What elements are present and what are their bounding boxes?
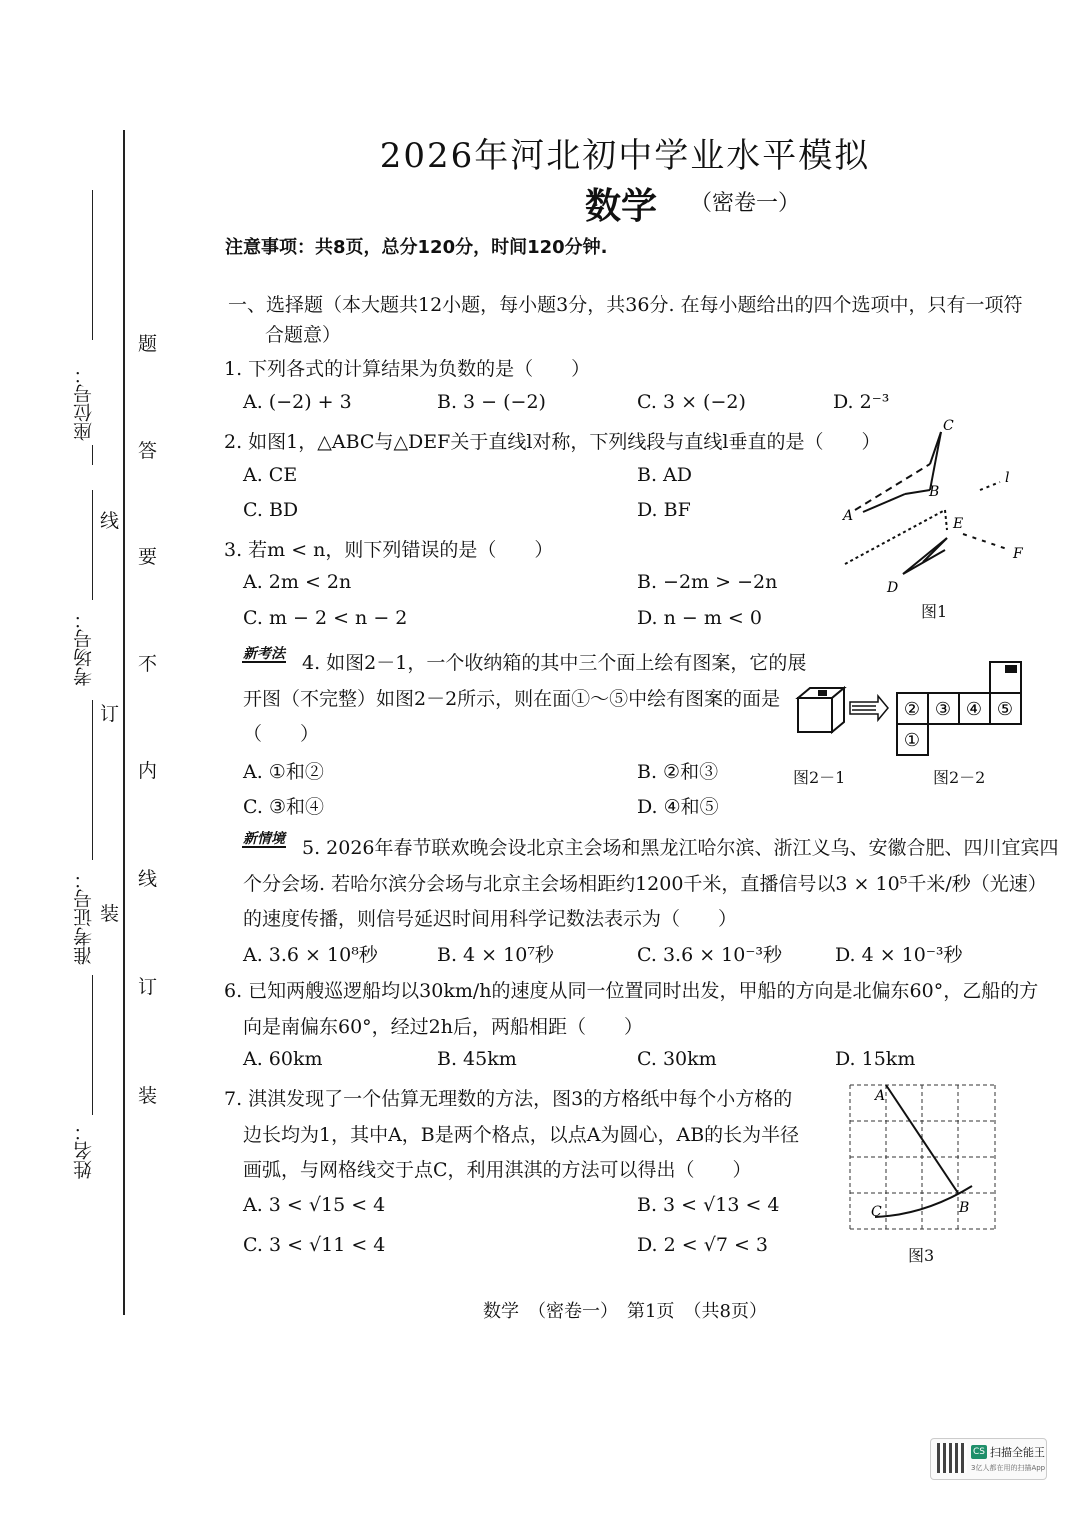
name-label: 姓名： [73,1122,95,1179]
q7-option-c: C. 3 < √11 < 4 [243,1234,386,1256]
fig1-label-b: B [929,484,940,500]
seam-inner-ding: 订 [138,976,158,998]
q4-option-b: B. ②和③ [637,761,719,783]
q4-option-d: D. ④和⑤ [637,796,719,818]
seat-blank-line [92,190,93,340]
q4-stem-line1: 4. 如图2－1，一个收纳箱的其中三个面上绘有图案，它的展 [302,652,807,674]
room-label: 考场号： [73,610,95,686]
fig1-label-d: D [887,580,899,596]
q2-stem: 2. 如图1，△ABC与△DEF关于直线l对称，下列线段与直线l垂直的是（ ） [224,431,881,453]
ticket-label: 准考证号： [73,870,95,965]
seam-inner-yao: 要 [138,546,158,568]
q7-stem-line2: 边长均为1，其中A，B是两个格点，以点A为圆心，AB的长为半径 [243,1124,800,1146]
q6-option-d: D. 15km [835,1048,916,1070]
figure-2-1-box [790,680,900,760]
fig3-label-a: A [875,1088,886,1104]
net-pattern [1005,665,1017,673]
q2-option-b: B. AD [637,464,692,486]
binding-line [123,130,125,1315]
paper-label: （密卷一） [690,191,801,216]
q5-option-b: B. 4 × 10⁷秒 [437,944,554,966]
q5-stem [224,833,1059,860]
q7-option-d: D. 2 < √7 < 3 [637,1234,769,1256]
fig1-label-c: C [943,418,954,434]
name-blank-line [92,975,93,1115]
figure-2-1-caption: 图2－1 [793,768,846,787]
q5-new-context-tag: 新情境 [243,831,285,847]
q5-option-d: D. 4 × 10⁻³秒 [835,944,963,966]
seam-outer-xian: 线 [100,510,120,532]
q2-option-d: D. BF [637,499,691,521]
q6-option-c: C. 30km [637,1048,717,1070]
subject-title: 数学 [585,186,658,227]
face-4: ④ [965,699,983,720]
q2-option-a: A. CE [243,464,298,486]
section-heading-cont: 合题意） [265,324,342,346]
fig1-label-l: l [1005,470,1010,486]
q3-option-d: D. n − m < 0 [637,607,762,629]
q5-stem-line3: 的速度传播，则信号延迟时间用科学记数法表示为（ ） [243,908,738,930]
figure-3-caption: 图3 [908,1246,935,1265]
seam-inner-zhuang: 装 [138,1085,158,1107]
q3-option-b: B. −2m > −2n [637,571,778,593]
q4-option-c: C. ③和④ [243,796,324,818]
fig3-label-b: B [959,1200,970,1216]
exam-title: 2026年河北初中学业水平模拟 [379,136,871,176]
q3-stem: 3. 若m < n，则下列错误的是（ ） [224,539,554,561]
q6-option-b: B. 45km [437,1048,517,1070]
q1-option-a: A. (−2) + 3 [243,391,352,413]
scanner-app-name: 扫描全能王 [990,1446,1045,1459]
seam-inner-nei: 内 [138,760,158,782]
room-blank-line [92,490,93,600]
seam-outer-ding: 订 [100,703,120,725]
q5-stem-line2: 个分会场. 若哈尔滨分会场与北京主会场相距约1200千米，直播信号以3 × 10⁵千米/秒（光速） [243,873,1047,895]
q7-option-a: A. 3 < √15 < 4 [243,1194,386,1216]
seat-label: 座位号： [73,365,95,441]
q3-option-c: C. m − 2 < n − 2 [243,607,408,629]
q5-option-c: C. 3.6 × 10⁻³秒 [637,944,782,966]
seam-inner-da: 答 [138,440,158,462]
q7-stem-line3: 画弧，与网格线交于点C，利用淇淇的方法可以得出（ ） [243,1159,752,1181]
q3-option-a: A. 2m < 2n [243,571,352,593]
q4-new-method-tag: 新考法 [243,646,285,662]
ticket-blank-line [92,700,93,860]
box-pattern [818,690,827,696]
q1-option-c: C. 3 × (−2) [637,391,746,413]
q7-option-b: B. 3 < √13 < 4 [637,1194,780,1216]
seam-inner-xian: 线 [138,868,158,890]
face-2: ② [903,699,921,720]
scanner-watermark [930,1438,1047,1480]
q6-option-a: A. 60km [243,1048,323,1070]
fig1-label-a: A [843,508,854,524]
page-footer: 数学 （密卷一） 第1页 （共8页） [483,1301,767,1322]
section-heading: 一、选择题（本大题共12小题，每小题3分，共36分. 在每小题给出的四个选项中，只有一项符 [228,294,1023,316]
q5-stem-line1: 5. 2026年春节联欢晚会设北京主会场和黑龙江哈尔滨、浙江义乌、安徽合肥、四川宜宾四 [302,837,1059,859]
face-5: ⑤ [996,699,1014,720]
figure-1-caption: 图1 [921,602,948,621]
seat-room-separator [92,445,93,465]
q4-stem-line2: 开图（不完整）如图2－2所示，则在面①～⑤中绘有图案的面是 [243,688,781,710]
qr-code-icon [937,1443,967,1473]
scanner-app-slogan: 3亿人都在用的扫描App [971,1464,1046,1472]
q4-option-a: A. ①和② [243,761,324,783]
face-3: ③ [934,699,952,720]
camscanner-logo-icon: CS [973,1447,985,1457]
face-1: ① [903,730,921,751]
figure-2-2-net [895,657,1025,757]
q2-option-c: C. BD [243,499,299,521]
seam-inner-ti: 题 [138,333,158,355]
q7-stem: 7. 淇淇发现了一个估算无理数的方法，图3的方格纸中每个小方格的 [224,1088,793,1110]
q4-stem-line3: （ ） [243,723,320,745]
figure-1-triangles [835,412,1035,622]
notice-line: 注意事项：共8页，总分120分，时间120分钟. [225,237,608,258]
q1-option-b: B. 3 − (−2) [437,391,546,413]
q6-stem-line2: 向是南偏东60°，经过2h后，两船相距（ ） [243,1016,644,1038]
q1-stem: 1. 下列各式的计算结果为负数的是（ ） [224,358,591,380]
fig3-label-c: C [871,1204,882,1220]
figure-3-grid [845,1080,1000,1240]
q6-stem: 6. 已知两艘巡逻船均以30km/h的速度从同一位置同时出发，甲船的方向是北偏东60°，乙船的方 [224,980,1039,1002]
q4-stem [224,648,806,675]
q1-option-d: D. 2⁻³ [833,391,890,413]
seam-inner-bu: 不 [138,653,158,675]
figure-2-2-caption: 图2－2 [933,768,986,787]
seam-outer-zhuang: 装 [100,903,120,925]
q5-option-a: A. 3.6 × 10⁸秒 [243,944,378,966]
fig1-label-f: F [1013,546,1023,562]
fig1-label-e: E [953,516,964,532]
